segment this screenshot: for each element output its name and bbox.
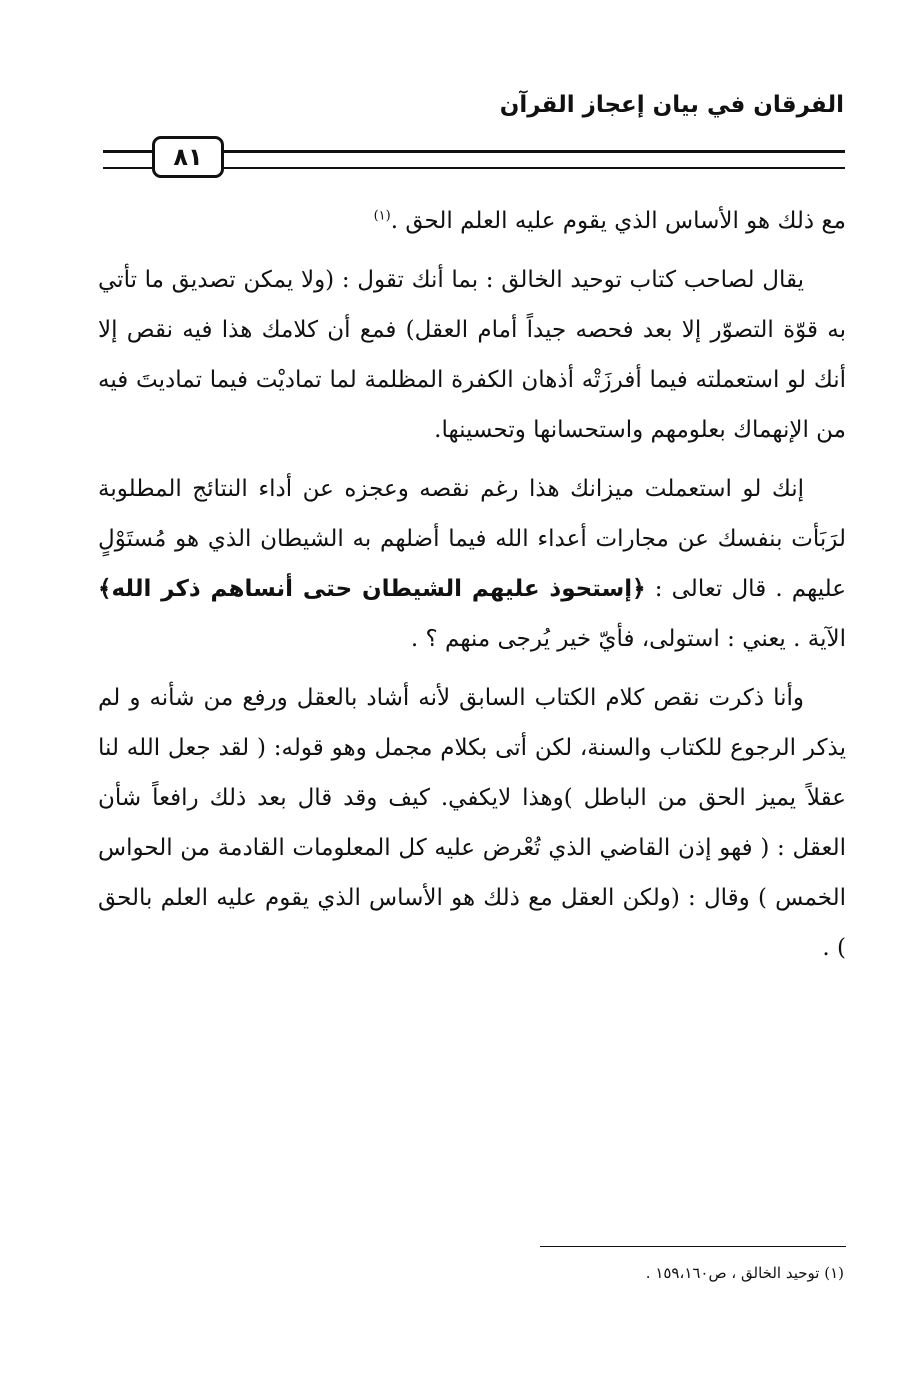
- footnote: (١) توحيد الخالق ، ص١٥٩،١٦٠ .: [645, 1264, 844, 1282]
- paragraph-3: [98, 464, 846, 664]
- main-text: [98, 196, 846, 973]
- running-head-book-title: الفرقان في بيان إعجاز القرآن: [499, 92, 844, 118]
- paragraph-1-text: مع ذلك هو الأساس الذي يقوم عليه العلم الحق .: [390, 208, 846, 234]
- page-number: ٨١: [173, 143, 203, 171]
- paragraph-3-part-a: إنك لو استعملت ميزانك هذا رغم نقصه وعجزه عن أداء النتائج المطلوبة لرَبَأت بنفسك عن مجارات أعداء الله فيما أضلهم به الشيطان الذي هو مُستَوْلٍ عليهم . قال تعالى :: [98, 476, 846, 602]
- footnote-separator: [540, 1246, 846, 1247]
- page-number-box: [152, 136, 224, 178]
- paragraph-4: وأنا ذكرت نقص كلام الكتاب السابق لأنه أشاد بالعقل ورفع من شأنه و لم يذكر الرجوع للكتاب والسنة، لكن أتى بكلام مجمل وهو قوله: ( لقد جعل الله لنا عقلاً يميز الحق من الباطل )وهذا لايكفي. كيف وقد قال بعد ذلك رافعاً شأن العقل : ( فهو إذن القاضي الذي تُعْرض عليه كل المعلومات القادمة من الحواس الخمس ) وقال : (ولكن العقل مع ذلك هو الأساس الذي يقوم عليه العلم بالحق ) .: [98, 685, 846, 961]
- quran-verse: ﴿إستحوذ عليهم الشيطان حتى أنساهم ذكر الله﴾: [98, 576, 646, 602]
- paragraph-1: [98, 196, 846, 246]
- paragraph-2: يقال لصاحب كتاب توحيد الخالق : بما أنك تقول : (ولا يمكن تصديق ما تأتي به قوّة التصوّر إلا بعد فحصه جيداً أمام العقل) فمع أن كلامك هذا فيه نقص إلا أنك لو استعملته فيما أفرزَتْه أذهان الكفرة المظلمة لما تماديْت فيما تماديتَ فيه من الإنهماك بعلومهم واستحسانها وتحسينها.: [98, 267, 846, 443]
- paragraph-3-part-b: الآية . يعني : استولى، فأيّ خير يُرجى منهم ؟ .: [410, 626, 846, 652]
- footnote-reference: (١): [373, 208, 391, 224]
